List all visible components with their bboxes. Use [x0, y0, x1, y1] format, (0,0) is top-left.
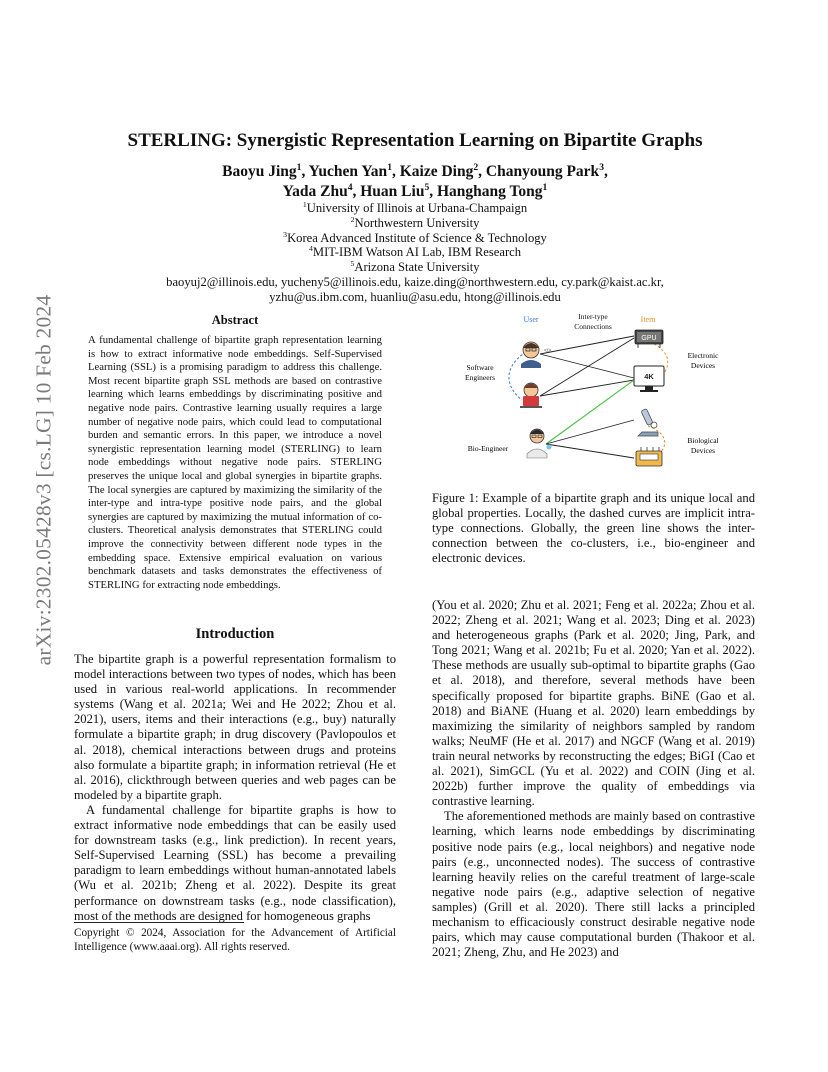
affiliation-line: $^2$Northwestern University — [350, 214, 480, 230]
figure-caption: Figure 1: Example of a bipartite graph and its unique local and global properties. Locally, the dashed curves are implicit intra-type connections. Globally, the green line shows the inter-connection between the co-clusters, i.e., bio-engineer and electronic devices. — [432, 491, 755, 566]
right-column-text — [432, 598, 755, 960]
label-electronic-1: Electronic — [687, 351, 719, 360]
software-engineer-laptop-icon — [520, 383, 542, 408]
author-affiliation-mark: 3 — [599, 161, 604, 173]
bipartite-graph-diagram — [448, 308, 748, 483]
author-affiliation-mark: 5 — [424, 181, 430, 193]
label-user: User — [523, 315, 539, 324]
intro-paragraph-3: (You et al. 2020; Zhu et al. 2021; Feng et al. 2022a; Zhou et al. 2022; Zheng et al. 2021; Wang et al. 2023; Ding et al. 2023) and heterogeneous graphs (Park et al. 2020; Jing, Park, and Tong 2021; Wang et al. 2021b; Fu et al. 2020; Yan et al. 2022). These methods are usually sub-optimal to bipartite graphs (Gao et al. 2018), and therefore, several methods have been specifically proposed for bipartite graphs. BiNE (Gao et al. 2018) and BiANE (Huang et al. 2020) learn embeddings by maximizing the similarity of neighbors sampled by random walks; NeuMF (He et al. 2017) and NGCF (Wang et al. 2019) train neural networks by reconstructing the edges; BiGI (Cao et al. 2021), SimGCL (Yu et al. 2022) and COIN (Jing et al. 2022b) further improve the quality of embeddings via contrastive learning. — [432, 598, 755, 809]
left-column-text — [74, 652, 396, 924]
lab-device-icon — [636, 447, 662, 466]
arxiv-id-text: arXiv:2302.05428v3 [cs.LG] 10 Feb 2024 — [31, 294, 56, 666]
affiliation-line: $^1$University of Illinois at Urbana-Champaign — [302, 199, 528, 215]
label-electronic-2: Devices — [690, 361, 716, 370]
paper-title: STERLING: Synergistic Representation Learning on Bipartite Graphs — [127, 130, 703, 151]
microscope-icon — [638, 408, 658, 436]
author-line-1: Baoyu Jing$^1$, Yuchen Yan$^1$, Kaize Ding$^2$, Chanyoung Park$^3$, — [222, 161, 608, 180]
author-name: Huan Liu — [360, 183, 425, 200]
abstract-body: A fundamental challenge of bipartite graph representation learning is how to extract informative node embeddings. Self-Supervised Learning (SSL) is a promising paradigm to address this challenge. Most recent bipartite graph SSL methods are based on contrastive learning which learns embeddings by discriminating positive and negative node pairs. Contrastive learning usually requires a large number of negative node pairs, which could lead to computational burden and semantic errors. In this paper, we introduce a novel synergistic representation learning model (STERLING) to learn node embeddings without negative node pairs. STERLING preserves the unique local and global synergies in bipartite graphs. The local synergies are captured by maximizing the similarity of the inter-type and intra-type positive node pairs, and the global synergies are captured by maximizing the mutual information of co-clusters. Theoretical analysis demonstrates that STERLING could improve the connectivity between different node types in the embedding space. Extensive empirical evaluation on various benchmark datasets and tasks demonstrates the effectiveness of STERLING for extracting node embeddings. — [88, 334, 382, 591]
label-biological-2: Devices — [690, 446, 716, 455]
edge-se1-gpu — [540, 336, 634, 354]
author-affiliation-mark: 2 — [473, 161, 479, 173]
author-name: Baoyu Jing — [222, 163, 297, 180]
emails-line-1: baoyuj2@illinois.edu, yucheny5@illinois.edu, kaize.ding@northwestern.edu, cy.park@kaist.ac.kr, — [166, 275, 664, 289]
edge-bio-microscope — [546, 420, 634, 444]
edge-se2-gpu — [540, 338, 634, 396]
author-name: Hanghang Tong — [436, 183, 543, 200]
author-name: Yada Zhu — [282, 183, 348, 200]
author-name: Kaize Ding — [399, 163, 474, 180]
monitor-4k-text: 4K — [644, 372, 654, 381]
affiliation-line: $^5$Arizona State University — [350, 259, 480, 275]
author-affiliation-mark: 1 — [296, 161, 302, 173]
abstract-heading: Abstract — [211, 313, 259, 327]
figure-bipartite-graph — [448, 308, 748, 483]
monitor-4k-icon — [634, 366, 664, 392]
author-affiliation-mark: 1 — [387, 161, 392, 173]
author-name: Yuchen Yan — [308, 163, 388, 180]
author-line-2: Yada Zhu$^4$, Huan Liu$^5$, Hanghang Tong$^1$ — [282, 181, 548, 200]
intro-paragraph-2: A fundamental challenge for bipartite graphs is how to extract informative node embeddings that can be easily used for downstream tasks (e.g., link prediction). In recent years, Self-Supervised Learning (SSL) has become a prevailing paradigm to learn embeddings without human-annotated labels (Wu et al. 2021b; Zheng et al. 2022). Despite its great performance on downstream tasks (e.g., node classification), most of the methods are designed for homogeneous graphs — [74, 802, 396, 923]
global-green-edge — [546, 380, 634, 444]
intro-paragraph-1: The bipartite graph is a powerful representation formalism to model interactions between two types of nodes, which has been used in various real-world applications. In recommender systems (Wang et al. 2021a; Wei and He 2022; Zhou et al. 2021), users, items and their interactions (e.g., buy) naturally formulate a bipartite graph; in drug discovery (Pavlopoulos et al. 2018), chemical interactions between drugs and proteins also formulate a bipartite graph; in information retrieval (He et al. 2016), clickthrough between queries and web pages can be modeled by a bipartite graph. — [74, 652, 396, 802]
copyright-notice: Copyright © 2024, Association for the Advancement of Artificial Intelligence (www.aaai.org). All rights reserved. — [74, 927, 396, 953]
author-name: Chanyoung Park — [485, 163, 600, 180]
arxiv-identifier — [22, 290, 66, 670]
software-engineer-icon — [521, 342, 551, 368]
intro-paragraph-4: The aforementioned methods are mainly based on contrastive learning, which learns node embeddings by discriminating positive node pairs (e.g., local neighbors) and negative node pairs (e.g., unconnected nodes). The success of contrastive learning heavily relies on the careful treatment of large-scale negative node pairs (e.g., adaptive selection of negative samples) (Grill et al. 2020). There still lacks a principled mechanism to efficaciously construct desirable negative node pairs, which may cause computational burden (Thakoor et al. 2021; Zheng, Zhu, and He 2023) and — [432, 809, 755, 960]
edge-bio-device — [546, 444, 634, 458]
author-affiliation-mark: 4 — [347, 181, 353, 193]
gpu-icon — [635, 330, 663, 348]
label-software-2: Engineers — [465, 373, 495, 382]
label-item: Item — [640, 315, 656, 324]
introduction-heading: Introduction — [195, 626, 275, 642]
author-affiliation-mark: 1 — [542, 181, 548, 193]
author-emails — [110, 275, 720, 305]
label-inter-type-1: Inter-type — [578, 312, 608, 321]
emails-line-2: yzhu@us.ibm.com, huanliu@asu.edu, htong@illinois.edu — [269, 290, 561, 304]
label-bio-engineer: Bio-Engineer — [467, 444, 509, 453]
gpu-icon-text: GPU — [641, 335, 657, 342]
svg-text:</>: </> — [544, 348, 552, 354]
footnote-rule — [74, 922, 244, 923]
affiliation-line: $^3$Korea Advanced Institute of Science & Technology — [283, 229, 547, 245]
author-list — [110, 162, 720, 202]
label-software-1: Software — [466, 363, 494, 372]
affiliations — [110, 201, 720, 275]
intra-user-dashed-curve — [509, 352, 526, 400]
label-inter-type-2: Connections — [574, 322, 612, 331]
affiliation-line: $^4$MIT-IBM Watson AI Lab, IBM Research — [308, 244, 522, 260]
edge-se2-monitor — [540, 380, 634, 396]
edge-se1-monitor — [540, 354, 634, 378]
label-biological-1: Biological — [687, 436, 719, 445]
